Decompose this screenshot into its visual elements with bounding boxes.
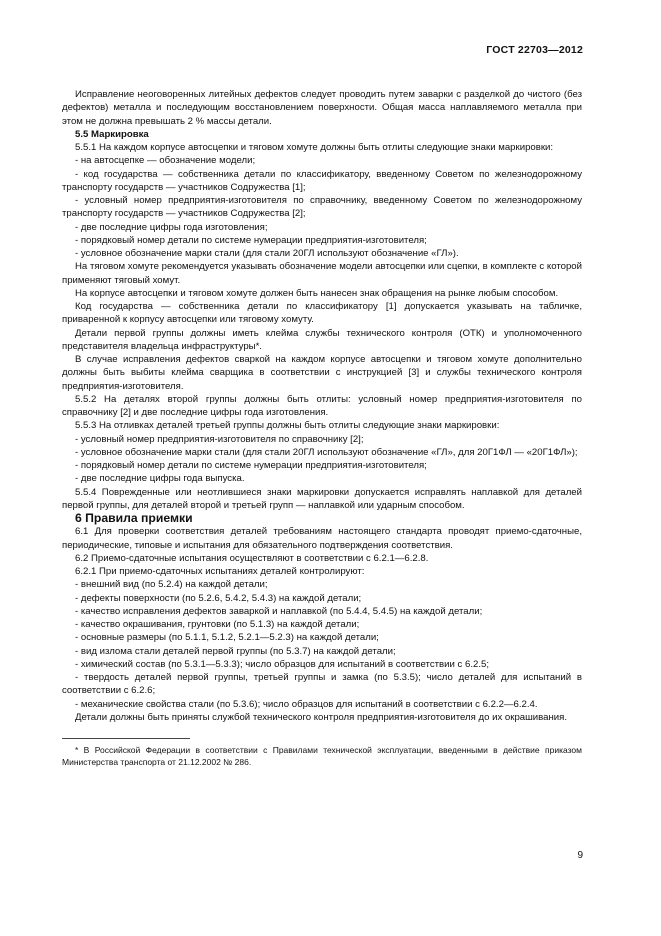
paragraph: 6.2 Приемо-сдаточные испытания осуществляют в соответствии с 6.2.1—6.2.8. [75,552,429,564]
footnote: * В Российской Федерации в соответствии с Правилами технической эксплуатации, введенными в действие приказом Министерства транспорта от 21.12.2002 № 286. [62,745,582,767]
list-item: - основные размеры (по 5.1.1, 5.1.2, 5.2.1—5.2.3) на каждой детали; [75,632,379,644]
list-item: - условный номер предприятия-изготовителя по справочнику [2]; [75,433,364,445]
list-item: - условное обозначение марки стали (для стали 20ГЛ используют обозначение «ГЛ»). [75,248,459,259]
list-item: - две последние цифры года выпуска. [75,473,245,485]
list-item: - вид излома стали деталей первой группы (по 5.3.7) на каждой детали; [75,645,396,657]
paragraph: 5.5.4 Поврежденные или неотлившиеся знаки маркировки допускается исправлять наплавкой для деталей первой группы, для деталей второй и третьей групп — наплавкой или ударным способом. [62,486,582,511]
list-item: - качество исправления дефектов заваркой и наплавкой (по 5.4.4, 5.4.5) на каждой детали; [75,605,483,617]
section-heading-6: 6 Правила приемки [75,511,193,525]
document-body [62,88,582,768]
paragraph: Детали первой группы должны иметь клейма службы технического контроля (ОТК) и уполномоченного представителя владельца инфраструктуры*. [62,327,582,352]
paragraph: 6.1 Для проверки соответствия деталей требованиям настоящего стандарта проводят приемо-сдаточные, периодические, типовые и испытания для обязательного подтверждения соответствия. [62,526,582,551]
list-item: - твердость деталей первой группы, третьей группы и замка (по 5.3.5); число деталей для испытаний в соответствии с 6.2.6; [62,672,582,697]
paragraph: Детали должны быть приняты службой технического контроля предприятия-изготовителя до их окрашивания. [75,711,568,723]
list-item: - дефекты поверхности (по 5.2.6, 5.4.2, 5.4.3) на каждой детали; [75,592,362,604]
list-item: - две последние цифры года изготовления; [75,221,268,233]
section-heading-5-5: 5.5 Маркировка [75,128,149,140]
list-item: - качество окрашивания, грунтовки (по 5.1.3) на каждой детали; [75,619,360,630]
paragraph: На корпусе автосцепки и тяговом хомуте должен быть нанесен знак обращения на рынке любым способом. [75,287,559,299]
page-header-standard: ГОСТ 22703—2012 [486,44,583,56]
footnote-divider [62,738,190,739]
list-item: - условное обозначение марки стали (для стали 20ГЛ используют обозначение «ГЛ», для 20Г1ФЛ — «20Г1ФЛ»); [75,446,578,458]
paragraph: На тяговом хомуте рекомендуется указывать обозначение модели автосцепки или сцепки, в комплекте с которой применяют тяговый хомут. [62,261,582,286]
list-item: - условный номер предприятия-изготовителя по справочнику, введенному Советом по железнодорожному транспорту государств — участников Содружества [2]; [62,195,582,220]
paragraph: Код государства — собственника детали по классификатору [1] допускается указывать на табличке, приваренной к корпусу автосцепки или тяговому хомуту. [62,301,582,326]
list-item: - внешний вид (по 5.2.4) на каждой детали; [75,579,268,591]
list-item: - код государства — собственника детали по классификатору, введенному Советом по железнодорожному транспорту государств — участников Содружества [1]; [62,168,582,193]
list-item: - химический состав (по 5.3.1—5.3.3); число образцов для испытаний в соответствии с 6.2.5; [75,658,489,670]
page-number: 9 [577,850,583,861]
paragraph: 5.5.2 На деталях второй группы должны быть отлиты: условный номер предприятия-изготовителя по справочнику [2] и две последние цифры года изготовления. [62,393,582,418]
paragraph: 5.5.3 На отливках деталей третьей группы должны быть отлиты следующие знаки маркировки: [75,420,500,432]
paragraph: 6.2.1 При приемо-сдаточных испытаниях деталей контролируют: [75,566,365,577]
list-item: - на автосцепке — обозначение модели; [75,155,256,167]
list-item: - порядковый номер детали по системе нумерации предприятия-изготовителя; [75,460,427,471]
paragraph: 5.5.1 На каждом корпусе автосцепки и тяговом хомуте должны быть отлиты следующие знаки маркировки: [75,142,554,153]
paragraph: Исправление неоговоренных литейных дефектов следует проводить путем заварки с разделкой до чистого (без дефектов) металла и последующим восстановлением поверхности. Общая масса наплавляемого металла при этом не должна превышать 2 % массы детали. [62,89,582,127]
list-item: - порядковый номер детали по системе нумерации предприятия-изготовителя; [75,234,427,246]
paragraph: В случае исправления дефектов сваркой на каждом корпусе автосцепки и тяговом хомуте дополнительно должны быть выбиты клейма сварщика в соответствии с инструкцией [3] и службы технического контроля предприятия-изготовителя. [62,354,582,392]
list-item: - механические свойства стали (по 5.3.6); число образцов для испытаний в соответствии с 6.2.2—6.2.4. [75,698,538,710]
